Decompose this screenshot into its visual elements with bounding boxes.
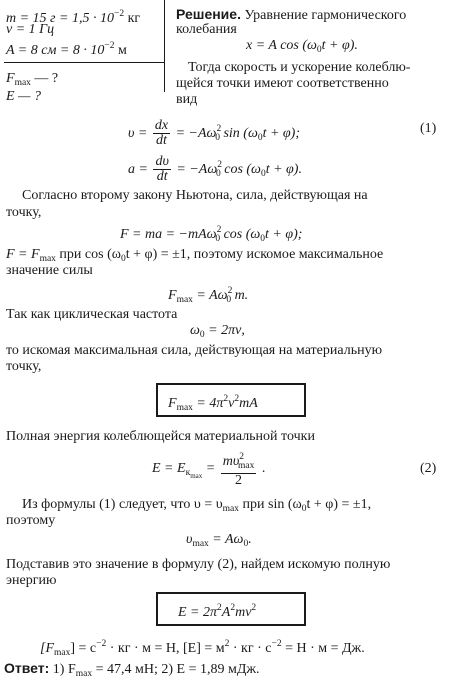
text-from-formula-1: Из формулы (1) следует, что $\upsilon = \upsilon_{max}$ при $\sin (\omega_0t + \varphi) = \pm 1$,	[22, 497, 372, 514]
find-energy: E — ?	[6, 89, 41, 104]
text-energy: Полная энергия колеблющейся материальной точки	[6, 429, 315, 444]
given-mass: m = 15 $г = 1,5 \cdot 10^{-2}$ кг	[6, 9, 141, 26]
given-amplitude: A = 8 см = $8 \cdot 10^{-2}$ м	[6, 41, 127, 58]
solution-heading: Решение.	[176, 6, 241, 22]
text-velocity-intro-2: щейся точки имеют соответственно	[176, 76, 389, 91]
equation-fmax: $F_{max} = A\omega^2_0$ m.	[168, 286, 249, 305]
given-divider-horizontal	[4, 62, 164, 63]
text-cyclic-3: точку,	[6, 359, 42, 374]
solution-intro-line2: колебания	[176, 22, 237, 37]
equation-number-2: (2)	[420, 461, 437, 476]
equation-energy: $E = E_{кmax}$ = $\frac{m\upsilon^2_{max}}{2}$ .	[152, 452, 266, 488]
text-substitution-1: Подставив это значение в формулу (2), найдем искомую полную	[6, 557, 391, 572]
text-newton-2: точку,	[6, 205, 42, 220]
text-fmax-2: значение силы	[6, 263, 93, 278]
text-velocity-intro-1: Тогда скорость и ускорение колеблю-	[188, 60, 411, 75]
answer-label: Ответ:	[4, 660, 50, 676]
equation-number-1: (1)	[420, 121, 437, 136]
equation-vmax: $\upsilon_{max} = A\omega_0$.	[186, 532, 252, 549]
answer-line: Ответ: 1) $F_{max} = 47,4$ мН; 2) E = 1,89 мДж.	[4, 660, 260, 679]
boxed-formula-energy-text: $E = 2\pi^2A^2m\nu^2$	[178, 603, 257, 620]
text-substitution-2: энергию	[6, 573, 57, 588]
find-force: $F_{max}$ — ?	[6, 71, 59, 88]
text-fmax-1: $F = F_{max}$ при $\cos (\omega_0t + \varphi) = \pm 1$, поэтому искомое максимальное	[6, 247, 384, 264]
equation-force: F = ma = −mAω$^2_0$ $\cos (\omega_0t + \varphi)$;	[120, 225, 303, 244]
equation-velocity: υ = $\frac{dx}{dt}$ = $-A\omega^2_0$ $\sin (\omega_0t + \varphi)$;	[128, 118, 300, 149]
text-newton-1: Согласно второму закону Ньютона, сила, действующая на	[22, 188, 368, 203]
equation-acceleration: a = $\frac{d\upsilon}{dt}$ = $-A\omega^2_0$ $\cos (\omega_0t + \varphi)$.	[128, 154, 302, 185]
boxed-formula-fmax-text: $F_{max} = 4\pi^2\nu^2mA$	[168, 394, 258, 413]
equation-x: x = A $\cos (\omega_0t + \varphi)$.	[246, 38, 358, 55]
text-cyclic-2: то искомая максимальная сила, действующая на материальную	[6, 343, 383, 358]
given-frequency: ν = 1 Гц	[6, 22, 55, 37]
given-divider-vertical	[164, 0, 165, 92]
solution-intro-line1: Решение. Уравнение гармонического	[176, 6, 407, 23]
text-from-formula-2: поэтому	[6, 513, 56, 528]
text-velocity-intro-3: вид	[176, 92, 198, 107]
text-cyclic-1: Так как циклическая частота	[6, 307, 178, 322]
units-check: $[F_{max}] = с^{-2}$ · кг · м = Н, $[E] = м^2$ · кг · $с^{-2} = Н \cdot м$ = Дж.	[40, 639, 365, 658]
equation-cyclic: $\omega_0 = 2\pi\nu$,	[190, 323, 245, 340]
